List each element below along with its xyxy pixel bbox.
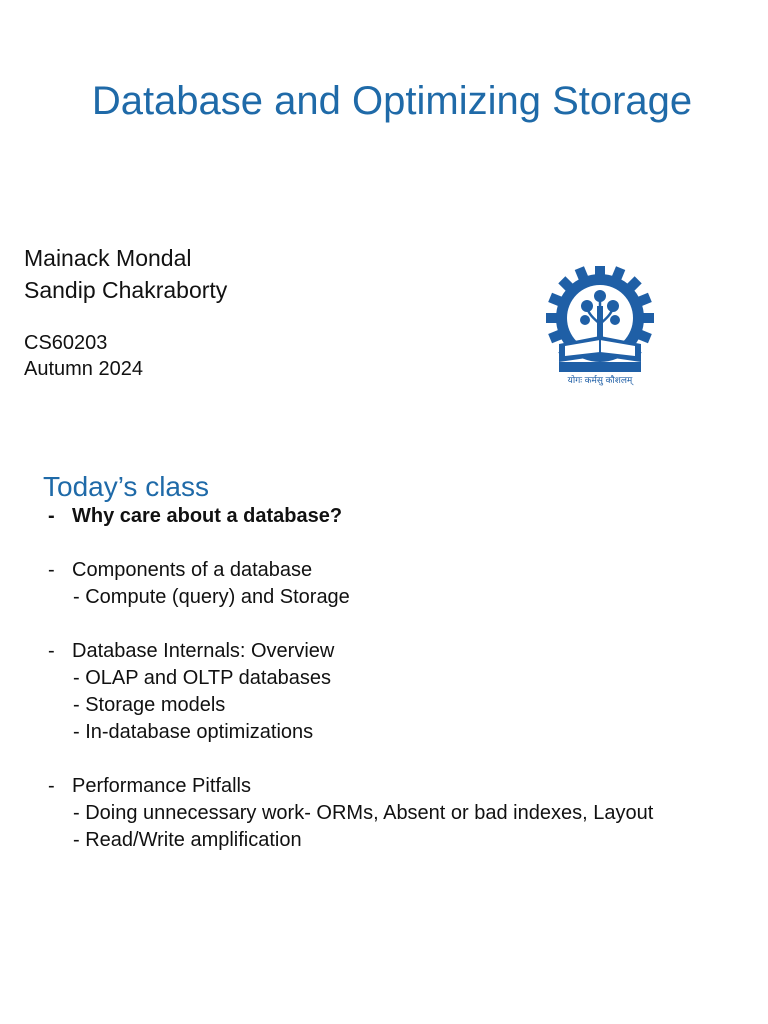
bullet-dash: -: [48, 775, 55, 797]
agenda-item-text: Components of a database: [72, 559, 313, 581]
bullet-dash: -: [48, 505, 55, 527]
course-info: [24, 330, 143, 382]
author-name: Sandip Chakraborty: [24, 277, 228, 303]
agenda-item: [48, 557, 758, 584]
section-heading: Today’s class: [43, 471, 210, 502]
agenda-list: [48, 503, 758, 881]
agenda-item: [48, 773, 758, 800]
emblem-motto: योगः कर्मसु कौशलम्: [567, 375, 633, 385]
agenda-item: [48, 503, 758, 530]
agenda-item-text: Why care about a database?: [72, 505, 343, 527]
course-term: Autumn 2024: [24, 358, 143, 380]
agenda-item-text: Database Internals: Overview: [72, 640, 335, 662]
agenda-subitem: - Doing unnecessary work- ORMs, Absent or bad indexes, Layout: [73, 802, 654, 824]
iit-kharagpur-emblem-icon: [545, 266, 655, 390]
agenda-subitem: - OLAP and OLTP databases: [73, 667, 331, 689]
emblem-graphic: [545, 266, 655, 374]
bullet-dash: -: [48, 559, 55, 581]
agenda-subitem: - Read/Write amplification: [73, 829, 302, 851]
course-code: CS60203: [24, 332, 108, 354]
bullet-dash: -: [48, 640, 55, 662]
agenda-group: [48, 638, 758, 746]
agenda-item: [48, 638, 758, 665]
agenda-group: [48, 503, 758, 530]
slide-title: Database and Optimizing Storage: [91, 79, 693, 123]
agenda-subitem: - In-database optimizations: [73, 721, 314, 743]
agenda-subitem: - Storage models: [73, 694, 226, 716]
author-list: [24, 242, 227, 306]
agenda-item-text: Performance Pitfalls: [72, 775, 251, 797]
agenda-subitem: - Compute (query) and Storage: [73, 586, 350, 608]
agenda-group: [48, 557, 758, 611]
author-name: Mainack Mondal: [24, 245, 192, 271]
agenda-group: [48, 773, 758, 854]
